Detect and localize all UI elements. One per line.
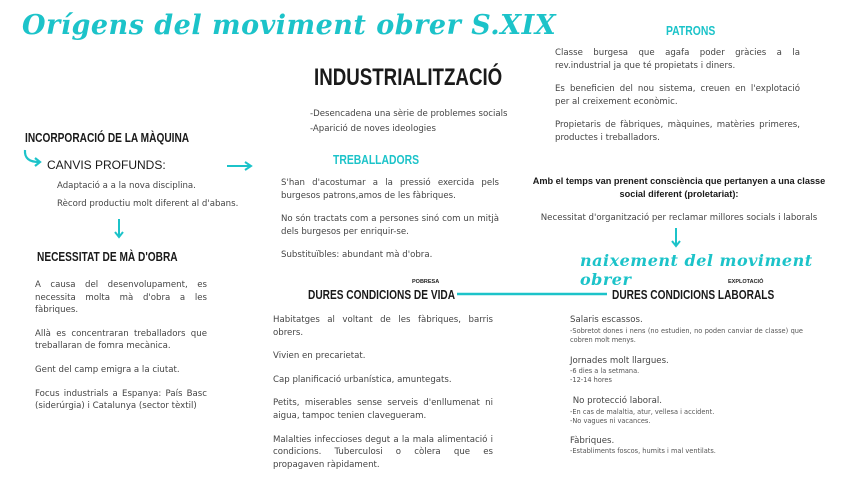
block-title: Jornades molt llargues. [570, 355, 669, 366]
canvis-label: CANVIS PROFUNDS: [47, 158, 166, 172]
pobresa-tag: POBRESA [412, 279, 440, 285]
vida-text [273, 314, 493, 471]
laborals-heading: DURES CONDICIONS LABORALS [612, 287, 775, 302]
paragraph: Focus industrials a Espanya: País Basc (siderúrgia) i Catalunya (sector tèxtil) [35, 388, 207, 412]
paragraph: Petits, miserables sense serveis d'enllumenat ni aigua, tampoc tenien clavegueram. [273, 398, 493, 421]
arrow-down-icon [670, 227, 682, 249]
treballadors-text [281, 177, 499, 262]
paragraph: Propietaris de fàbriques, màquines, matèries primeres, productes i treballadors. [555, 120, 800, 143]
block-line: -En cas de malaltia, atur, vellesa i accident. [570, 407, 715, 416]
block-title: Fàbriques. [570, 435, 615, 446]
paragraph: Vivien en precarietat. [273, 351, 366, 362]
paragraph: Classe burgesa que agafa poder gràcies a la rev.industrial ja que té propietats i diners. [555, 48, 800, 71]
block-title: No protecció laboral. [570, 396, 662, 407]
block-line: -12-14 hores [570, 376, 612, 385]
paragraph: A causa del desenvolupament, es necessita molta mà d'obra a les fàbriques. [35, 280, 207, 316]
list-item: Adaptació a a la nova disciplina. [57, 181, 196, 191]
ma-obra-heading: NECESSITAT DE MÀ D'OBRA [37, 249, 178, 264]
list-item [570, 355, 803, 386]
block-title: Salaris escassos. [570, 315, 643, 325]
block-line: -Establiments foscos, humits i mal ventilats. [570, 447, 716, 456]
paragraph: Malalties infeccioses degut a la mala alimentació i condicions. Tuberculosi o còlera que es propagaven ràpidament. [273, 434, 493, 470]
page-title: Orígens del moviment obrer S.XIX [22, 10, 557, 41]
patrons-text [555, 47, 800, 145]
arrow-right-icon [226, 160, 254, 172]
industrialitzacio-heading: INDUSTRIALITZACIÓ [314, 64, 503, 91]
list-item: -Desencadena una sèrie de problemes socials [310, 109, 508, 119]
consciencia-bold: Amb el temps van prenent consciència que pertanyen a una classe social diferent (proletariat): [532, 176, 826, 199]
paragraph: Gent del camp emigra a la ciutat. [35, 364, 180, 375]
curved-arrow-icon [22, 148, 44, 168]
list-item [570, 314, 803, 345]
paragraph: Allà es concentraran treballadors que treballaran de fomra mecànica. [35, 328, 207, 352]
vida-heading: DURES CONDICIONS DE VIDA [308, 287, 456, 302]
block-line: -Sobretot dones i nens (no estudien, no poden canviar de classe) que cobren molt menys. [570, 326, 803, 344]
paragraph: Es beneficien del nou sistema, creuen en l'explotació per al creixement econòmic. [555, 84, 800, 107]
maquina-heading: INCORPORACIÓ DE LA MÀQUINA [25, 130, 190, 145]
arrow-down-icon [113, 218, 125, 240]
paragraph: Cap planificació urbanística, amuntegats. [273, 374, 452, 385]
list-item: -Aparició de noves ideologies [310, 123, 436, 134]
list-item [570, 395, 803, 426]
list-item: Rècord productiu molt diferent al d'abans. [57, 198, 239, 209]
maquina-list [57, 180, 257, 210]
industrialitzacio-list [310, 108, 510, 135]
naixement-heading: naixement del moviment obrer [580, 251, 813, 289]
connector-line [457, 292, 607, 296]
block-line: -No vagues ni vacances. [570, 416, 651, 425]
paragraph: Substituïbles: abundant mà d'obra. [281, 250, 433, 261]
paragraph: S'han d'acostumar a la pressió exercida pels burgesos patrons,amos de les fàbriques. [281, 178, 499, 201]
block-line: -6 dies a la setmana. [570, 367, 640, 376]
ma-obra-text [35, 279, 207, 413]
laborals-text [570, 314, 803, 456]
list-item [570, 435, 803, 457]
consciencia-text: Necessitat d'organització per reclamar millores socials i laborals [540, 213, 818, 223]
explotacio-tag: EXPLOTACIÓ [728, 279, 764, 285]
patrons-heading: PATRONS [666, 23, 716, 38]
paragraph: No són tractats com a persones sinó com un mitjà dels burgesos per enriquir-se. [281, 214, 499, 237]
treballadors-heading: TREBALLADORS [333, 152, 420, 167]
paragraph: Habitatges al voltant de les fàbriques, barris obrers. [273, 315, 493, 338]
